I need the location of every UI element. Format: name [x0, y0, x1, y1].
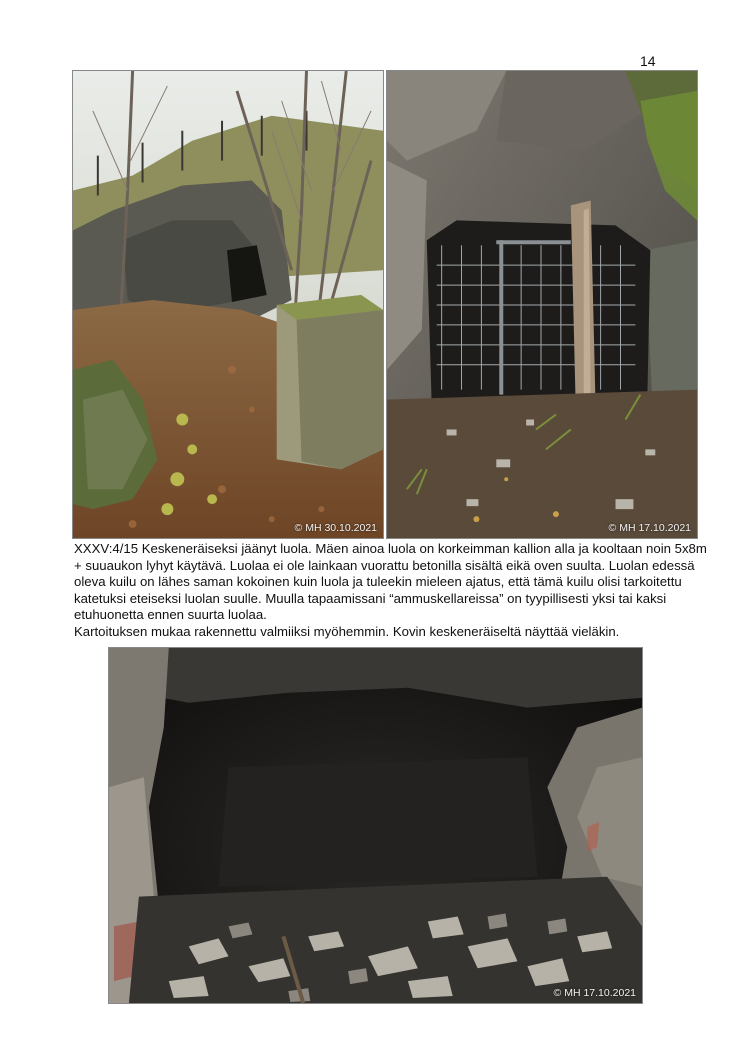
photo-credit: © MH 17.10.2021 — [608, 522, 691, 534]
photo-cave-gate — [386, 70, 698, 539]
photo-credit: © MH 30.10.2021 — [294, 522, 377, 534]
photo-credit: © MH 17.10.2021 — [553, 987, 636, 999]
caption-paragraph: XXXV:4/15 Keskeneräiseksi jäänyt luola. Mäen ainoa luola on korkeimman kallion alla ja kooltaan noin 5x8m + suuaukon lyhyt käytävä. Luolaa ei ole lainkaan vuorattu betonilla sisältä eikä oven suulta. Luolan edessä oleva kuilu on lähes saman kokoinen kuin luola ja tuleekin mieleen ajatus, että tämä kuilu olisi tarkoitettu katetuksi eteiseksi luolan suulle. Muulla tapaamissani “ammuskellareissa” on tyypillisesti yksi tai kaksi etuhuonetta ennen suurta luolaa. — [74, 541, 707, 623]
page-number: 14 — [640, 53, 656, 69]
photo-cave-interior — [108, 647, 643, 1004]
cave-interior-illustration — [109, 648, 642, 1003]
caption-paragraph: Kartoituksen mukaa rakennettu valmiiksi myöhemmin. Kovin keskeneräiseltä näyttää vieläkin. — [74, 623, 620, 639]
forest-cut-illustration — [73, 71, 383, 538]
cave-gate-illustration — [387, 71, 697, 538]
photo-forest-cut — [72, 70, 384, 539]
photo-caption — [74, 541, 714, 641]
